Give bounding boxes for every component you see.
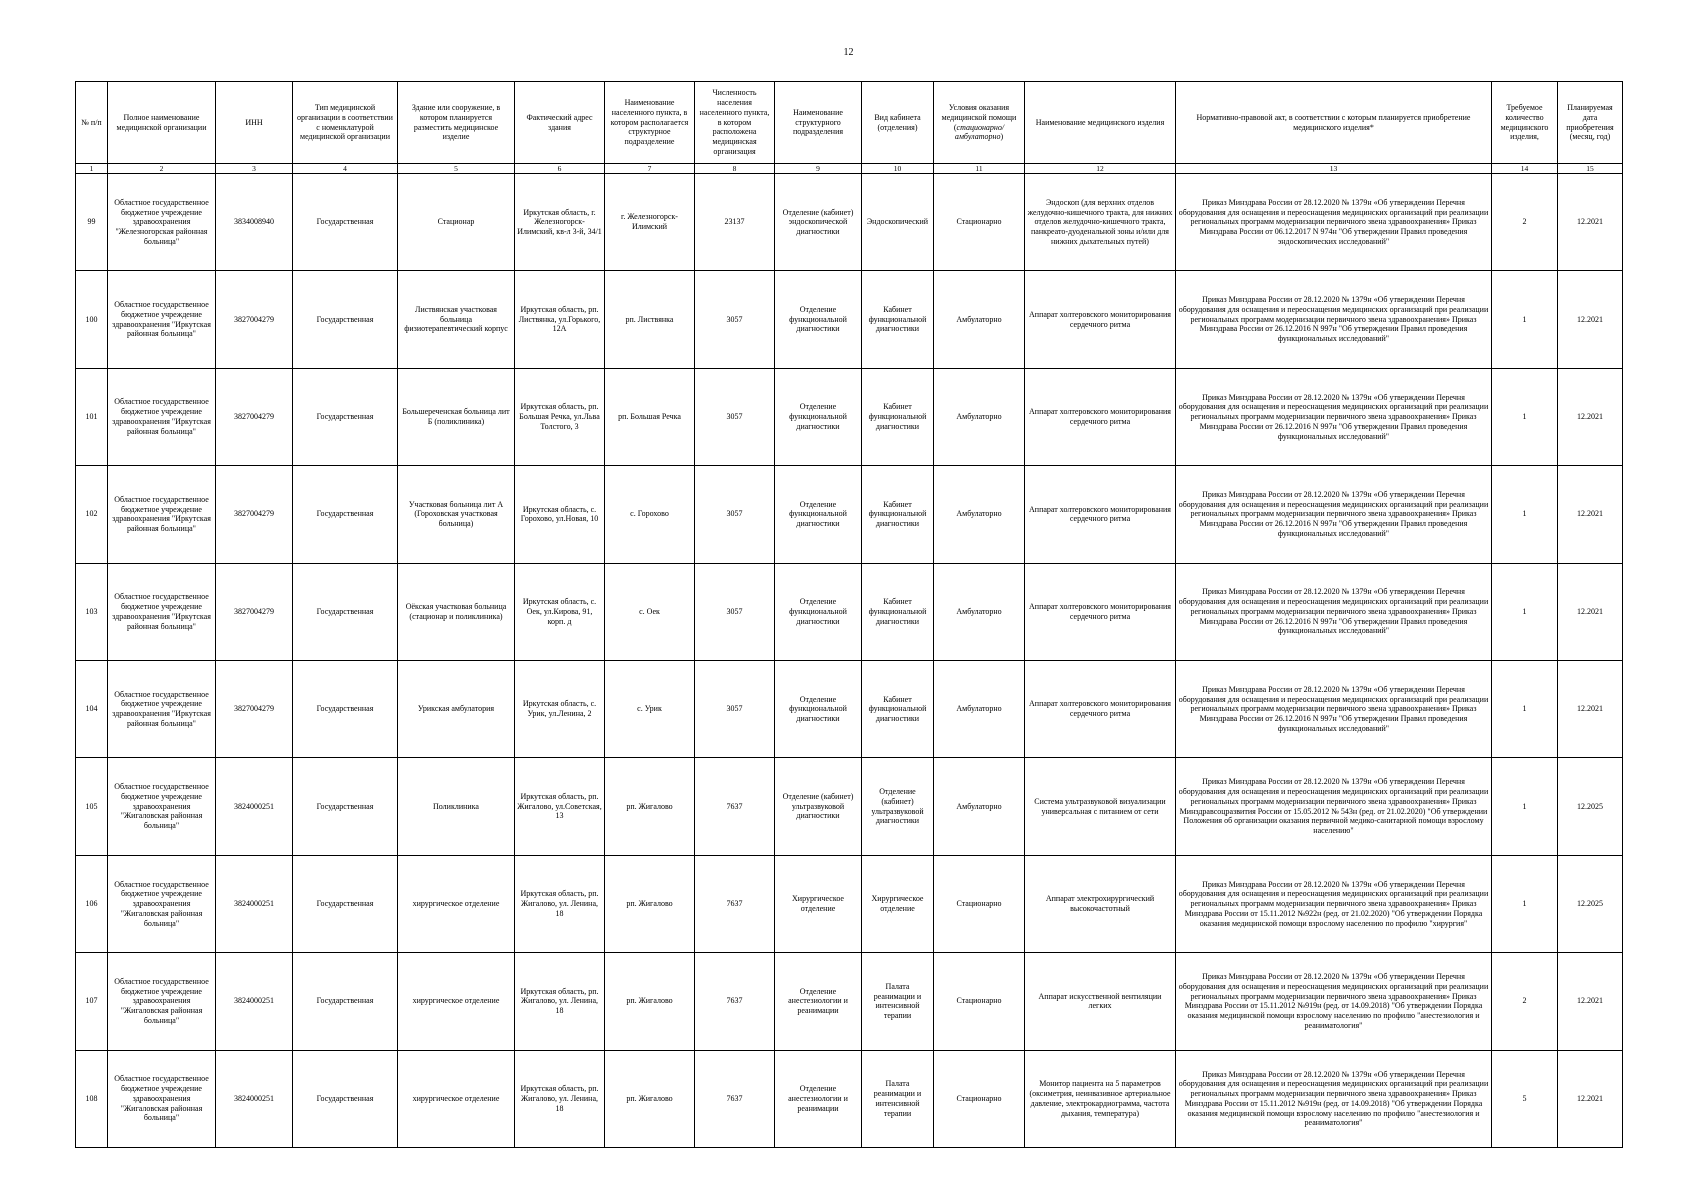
row-number-cell: 102 [76,466,108,563]
legal-act-cell: Приказ Минздрава России от 28.12.2020 № 1379н «Об утверждении Перечня оборудования для оснащения и переоснащения медицинских организаций при реализации региональных программ модернизации первичного звена здравоохранения» Приказ Минздравсоцразвития России от 15.05.2012 № 543н (ред. от 21.02.2020) "Об утверждении Положения об организации оказания первичной медико-санитарной помощи взрослому населению" [1176,758,1492,855]
row-number-cell: 101 [76,368,108,465]
header-cell-act: Нормативно-правовой акт, в соответствии с которым планируется приобретение медицинского изделия* [1176,82,1492,164]
population-cell: 3057 [695,368,775,465]
device-cell: Аппарат искусственной вентиляции легких [1025,953,1176,1050]
quantity-cell: 2 [1492,174,1558,271]
row-number-cell: 108 [76,1050,108,1147]
purchase-date-cell: 12.2025 [1558,855,1623,952]
device-cell: Монитор пациента на 5 параметров (оксиметрия, неинвазивное артериальное давление, электрокардиограмма, частота дыхания, температура) [1025,1050,1176,1147]
legal-act-cell: Приказ Минздрава России от 28.12.2020 № 1379н «Об утверждении Перечня оборудования для оснащения и переоснащения медицинских организаций при реализации региональных программ модернизации первичного звена здравоохранения» Приказ Минздрава России от 26.12.2016 N 997н "Об утверждении Правил проведения функциональных исследований" [1176,660,1492,757]
population-cell: 3057 [695,563,775,660]
settlement-cell: рп. Жигалово [605,758,695,855]
org-name-cell: Областное государственное бюджетное учреждение здравоохранения "Железногорская районная больница" [108,174,216,271]
building-cell: Стационар [398,174,515,271]
building-cell: хирургическое отделение [398,855,515,952]
population-cell: 7637 [695,953,775,1050]
row-number-cell: 100 [76,271,108,368]
room-type-cell: Отделение (кабинет) ультразвуковой диагностики [862,758,934,855]
inn-cell: 3824000251 [216,1050,293,1147]
quantity-cell: 5 [1492,1050,1558,1147]
org-type-cell: Государственная [293,368,398,465]
unit-cell: Отделение функциональной диагностики [775,563,862,660]
header-conditions-italic: стационарно/амбулаторно [954,122,1005,142]
quantity-cell: 1 [1492,368,1558,465]
address-cell: Иркутская область, с. Горохово, ул.Новая, 10 [515,466,605,563]
org-type-cell: Государственная [293,660,398,757]
device-cell: Аппарат холтеровского мониторирования сердечного ритма [1025,563,1176,660]
row-number-cell: 107 [76,953,108,1050]
header-cell-number: № п/п [76,82,108,164]
column-number-row [76,164,1623,174]
org-type-cell: Государственная [293,174,398,271]
unit-cell: Хирургическое отделение [775,855,862,952]
quantity-cell: 1 [1492,563,1558,660]
building-cell: хирургическое отделение [398,953,515,1050]
header-cell-qty: Требуемое количество медицинского изделия, [1492,82,1558,164]
header-cell-building: Здание или сооружение, в котором планируется разместить медицинское изделие [398,82,515,164]
table-row [76,758,1623,855]
table-row [76,271,1623,368]
legal-act-cell: Приказ Минздрава России от 28.12.2020 № 1379н «Об утверждении Перечня оборудования для оснащения и переоснащения медицинских организаций при реализации региональных программ модернизации первичного звена здравоохранения» Приказ Минздрава России от 26.12.2016 N 997н "Об утверждении Правил проведения функциональных исследований" [1176,466,1492,563]
org-name-cell: Областное государственное бюджетное учреждение здравоохранения "Жигаловская районная больница" [108,953,216,1050]
legal-act-cell: Приказ Минздрава России от 28.12.2020 № 1379н «Об утверждении Перечня оборудования для оснащения и переоснащения медицинских организаций при реализации региональных программ модернизации первичного звена здравоохранения» Приказ Минздрава России от 26.12.2016 N 997н "Об утверждении Правил проведения функциональных исследований" [1176,271,1492,368]
equipment-table [75,81,1623,1148]
conditions-cell: Амбулаторно [934,758,1025,855]
org-type-cell: Государственная [293,758,398,855]
address-cell: Иркутская область, рп. Жигалово, ул.Советская, 13 [515,758,605,855]
org-name-cell: Областное государственное бюджетное учреждение здравоохранения "Иркутская районная больница" [108,271,216,368]
org-type-cell: Государственная [293,855,398,952]
header-conditions-text: Условия оказания медицинской помощи ( [941,103,1017,132]
building-cell: Оёкская участковая больница (стационар и поликлиника) [398,563,515,660]
room-type-cell: Палата реанимации и интенсивной терапии [862,1050,934,1147]
purchase-date-cell: 12.2021 [1558,466,1623,563]
settlement-cell: рп. Жигалово [605,953,695,1050]
legal-act-cell: Приказ Минздрава России от 28.12.2020 № 1379н «Об утверждении Перечня оборудования для оснащения и переоснащения медицинских организаций при реализации региональных программ модернизации первичного звена здравоохранения» Приказ Минздрава России от 26.12.2016 N 997н "Об утверждении Правил проведения функциональных исследований" [1176,563,1492,660]
header-cell-unit: Наименование структурного подразделения [775,82,862,164]
address-cell: Иркутская область, рп. Жигалово, ул. Ленина, 18 [515,953,605,1050]
settlement-cell: рп. Листвянка [605,271,695,368]
conditions-cell: Стационарно [934,855,1025,952]
header-cell-type: Тип медицинской организации в соответствии с номенклатурой медицинской организации [293,82,398,164]
building-cell: хирургическое отделение [398,1050,515,1147]
population-cell: 3057 [695,271,775,368]
quantity-cell: 2 [1492,953,1558,1050]
org-name-cell: Областное государственное бюджетное учреждение здравоохранения "Жигаловская районная больница" [108,1050,216,1147]
device-cell: Аппарат холтеровского мониторирования сердечного ритма [1025,271,1176,368]
building-cell: Урикская амбулатория [398,660,515,757]
conditions-cell: Стационарно [934,1050,1025,1147]
room-type-cell: Кабинет функциональной диагностики [862,368,934,465]
settlement-cell: рп. Большая Речка [605,368,695,465]
conditions-cell: Амбулаторно [934,466,1025,563]
org-name-cell: Областное государственное бюджетное учреждение здравоохранения "Жигаловская районная больница" [108,855,216,952]
quantity-cell: 1 [1492,466,1558,563]
row-number-cell: 106 [76,855,108,952]
device-cell: Эндоскоп (для верхних отделов желудочно-кишечного тракта, для нижних отделов желудочно-кишечного тракта, панкреато-дуоденальной зоны и/или для нижних дыхательных путей) [1025,174,1176,271]
population-cell: 7637 [695,1050,775,1147]
conditions-cell: Амбулаторно [934,563,1025,660]
org-type-cell: Государственная [293,1050,398,1147]
table-row [76,368,1623,465]
inn-cell: 3827004279 [216,271,293,368]
inn-cell: 3824000251 [216,855,293,952]
column-number: 7 [605,164,695,174]
org-type-cell: Государственная [293,466,398,563]
org-name-cell: Областное государственное бюджетное учреждение здравоохранения "Иркутская районная больница" [108,563,216,660]
device-cell: Аппарат холтеровского мониторирования сердечного ритма [1025,368,1176,465]
room-type-cell: Кабинет функциональной диагностики [862,660,934,757]
purchase-date-cell: 12.2021 [1558,563,1623,660]
conditions-cell: Амбулаторно [934,271,1025,368]
address-cell: Иркутская область, с. Оек, ул.Кирова, 91, корп. д [515,563,605,660]
population-cell: 7637 [695,855,775,952]
quantity-cell: 1 [1492,855,1558,952]
address-cell: Иркутская область, рп. Жигалово, ул. Ленина, 18 [515,1050,605,1147]
column-number: 3 [216,164,293,174]
table-row [76,1050,1623,1147]
device-cell: Аппарат холтеровского мониторирования сердечного ритма [1025,660,1176,757]
page-number: 12 [843,47,854,58]
table-row [76,855,1623,952]
column-number: 12 [1025,164,1176,174]
header-conditions-close: ) [1000,132,1004,142]
unit-cell: Отделение функциональной диагностики [775,271,862,368]
org-name-cell: Областное государственное бюджетное учреждение здравоохранения "Иркутская районная больница" [108,660,216,757]
row-number-cell: 103 [76,563,108,660]
header-row [76,82,1623,164]
header-cell-settlement: Наименование населенного пункта, в котором располагается структурное подразделение [605,82,695,164]
quantity-cell: 1 [1492,271,1558,368]
purchase-date-cell: 12.2021 [1558,1050,1623,1147]
population-cell: 3057 [695,466,775,563]
quantity-cell: 1 [1492,758,1558,855]
inn-cell: 3827004279 [216,466,293,563]
settlement-cell: рп. Жигалово [605,855,695,952]
table-body [76,174,1623,1148]
header-cell-room: Вид кабинета (отделения) [862,82,934,164]
settlement-cell: с. Урик [605,660,695,757]
column-number: 4 [293,164,398,174]
settlement-cell: рп. Жигалово [605,1050,695,1147]
column-number: 8 [695,164,775,174]
header-cell-address: Фактический адрес здания [515,82,605,164]
room-type-cell: Кабинет функциональной диагностики [862,563,934,660]
quantity-cell: 1 [1492,660,1558,757]
address-cell: Иркутская область, рп. Большая Речка, ул.Льва Толстого, 3 [515,368,605,465]
inn-cell: 3827004279 [216,368,293,465]
org-type-cell: Государственная [293,271,398,368]
header-cell-org: Полное наименование медицинской организации [108,82,216,164]
org-type-cell: Государственная [293,563,398,660]
conditions-cell: Амбулаторно [934,660,1025,757]
legal-act-cell: Приказ Минздрава России от 28.12.2020 № 1379н «Об утверждении Перечня оборудования для оснащения и переоснащения медицинских организаций при реализации региональных программ модернизации первичного звена здравоохранения» Приказ Минздрава России от 26.12.2016 N 997н "Об утверждении Правил проведения функциональных исследований" [1176,368,1492,465]
conditions-cell: Амбулаторно [934,368,1025,465]
building-cell: Листвянская участковая больница физиотерапевтический корпус [398,271,515,368]
population-cell: 7637 [695,758,775,855]
column-number: 11 [934,164,1025,174]
building-cell: Поликлиника [398,758,515,855]
unit-cell: Отделение функциональной диагностики [775,466,862,563]
room-type-cell: Кабинет функциональной диагностики [862,466,934,563]
inn-cell: 3824000251 [216,953,293,1050]
unit-cell: Отделение анестезиологии и реанимации [775,953,862,1050]
legal-act-cell: Приказ Минздрава России от 28.12.2020 № 1379н «Об утверждении Перечня оборудования для оснащения и переоснащения медицинских организаций при реализации региональных программ модернизации первичного звена здравоохранения» Приказ Минздрава России от 15.11.2012 №922н (ред. от 21.02.2020) "Об утверждении Порядка оказания медицинской помощи взрослому населению по профилю "хирургия" [1176,855,1492,952]
table-row [76,466,1623,563]
row-number-cell: 104 [76,660,108,757]
column-number: 15 [1558,164,1623,174]
legal-act-cell: Приказ Минздрава России от 28.12.2020 № 1379н «Об утверждении Перечня оборудования для оснащения и переоснащения медицинских организаций при реализации региональных программ модернизации первичного звена здравоохранения» Приказ Минздрава России от 06.12.2017 N 974н "Об утверждении Правил проведения эндоскопических исследований" [1176,174,1492,271]
population-cell: 3057 [695,660,775,757]
address-cell: Иркутская область, рп. Жигалово, ул. Ленина, 18 [515,855,605,952]
purchase-date-cell: 12.2021 [1558,368,1623,465]
header-cell-device: Наименование медицинского изделия [1025,82,1176,164]
inn-cell: 3824000251 [216,758,293,855]
org-type-cell: Государственная [293,953,398,1050]
settlement-cell: г. Железногорск-Илимский [605,174,695,271]
table-row [76,563,1623,660]
unit-cell: Отделение функциональной диагностики [775,660,862,757]
org-name-cell: Областное государственное бюджетное учреждение здравоохранения "Иркутская районная больница" [108,368,216,465]
room-type-cell: Кабинет функциональной диагностики [862,271,934,368]
column-number: 13 [1176,164,1492,174]
purchase-date-cell: 12.2025 [1558,758,1623,855]
column-number: 1 [76,164,108,174]
header-cell-conditions [934,82,1025,164]
header-cell-population: Численность населения населенного пункта, в котором расположена медицинская организация [695,82,775,164]
column-number: 5 [398,164,515,174]
device-cell: Система ультразвуковой визуализации универсальная с питанием от сети [1025,758,1176,855]
unit-cell: Отделение функциональной диагностики [775,368,862,465]
room-type-cell: Эндоскопический [862,174,934,271]
unit-cell: Отделение (кабинет) ультразвуковой диагностики [775,758,862,855]
device-cell: Аппарат холтеровского мониторирования сердечного ритма [1025,466,1176,563]
population-cell: 23137 [695,174,775,271]
table-row [76,660,1623,757]
org-name-cell: Областное государственное бюджетное учреждение здравоохранения "Иркутская районная больница" [108,466,216,563]
settlement-cell: с. Оек [605,563,695,660]
inn-cell: 3827004279 [216,660,293,757]
table-row [76,174,1623,271]
table-row [76,953,1623,1050]
settlement-cell: с. Горохово [605,466,695,563]
unit-cell: Отделение (кабинет) эндоскопической диагностики [775,174,862,271]
unit-cell: Отделение анестезиологии и реанимации [775,1050,862,1147]
org-name-cell: Областное государственное бюджетное учреждение здравоохранения "Жигаловская районная больница" [108,758,216,855]
purchase-date-cell: 12.2021 [1558,271,1623,368]
legal-act-cell: Приказ Минздрава России от 28.12.2020 № 1379н «Об утверждении Перечня оборудования для оснащения и переоснащения медицинских организаций при реализации региональных программ модернизации первичного звена здравоохранения» Приказ Минздрава России от 15.11.2012 №919н (ред. от 14.09.2018) "Об утверждении Порядка оказания медицинской помощи взрослому населению по профилю "анестезиология и реаниматология" [1176,1050,1492,1147]
column-number: 14 [1492,164,1558,174]
conditions-cell: Стационарно [934,174,1025,271]
room-type-cell: Палата реанимации и интенсивной терапии [862,953,934,1050]
conditions-cell: Стационарно [934,953,1025,1050]
building-cell: Большереченская больница лит Б (поликлиника) [398,368,515,465]
row-number-cell: 105 [76,758,108,855]
device-cell: Аппарат электрохирургический высокочастотный [1025,855,1176,952]
purchase-date-cell: 12.2021 [1558,174,1623,271]
address-cell: Иркутская область, с. Урик, ул.Ленина, 2 [515,660,605,757]
address-cell: Иркутская область, рп. Листвянка, ул.Горького, 12А [515,271,605,368]
purchase-date-cell: 12.2021 [1558,660,1623,757]
inn-cell: 3827004279 [216,563,293,660]
legal-act-cell: Приказ Минздрава России от 28.12.2020 № 1379н «Об утверждении Перечня оборудования для оснащения и переоснащения медицинских организаций при реализации региональных программ модернизации первичного звена здравоохранения» Приказ Минздрава России от 15.11.2012 №919н (ред. от 14.09.2018) "Об утверждении Порядка оказания медицинской помощи взрослому населению по профилю "анестезиология и реаниматология" [1176,953,1492,1050]
address-cell: Иркутская область, г. Железногорск-Илимский, кв-л 3-й, 34/1 [515,174,605,271]
column-number: 9 [775,164,862,174]
column-number: 2 [108,164,216,174]
header-cell-date: Планируемая дата приобретения (месяц, год) [1558,82,1623,164]
room-type-cell: Хирургическое отделение [862,855,934,952]
row-number-cell: 99 [76,174,108,271]
column-number: 6 [515,164,605,174]
inn-cell: 3834008940 [216,174,293,271]
header-cell-inn: ИНН [216,82,293,164]
building-cell: Участковая больница лит А (Гороховская участковая больница) [398,466,515,563]
purchase-date-cell: 12.2021 [1558,953,1623,1050]
column-number: 10 [862,164,934,174]
